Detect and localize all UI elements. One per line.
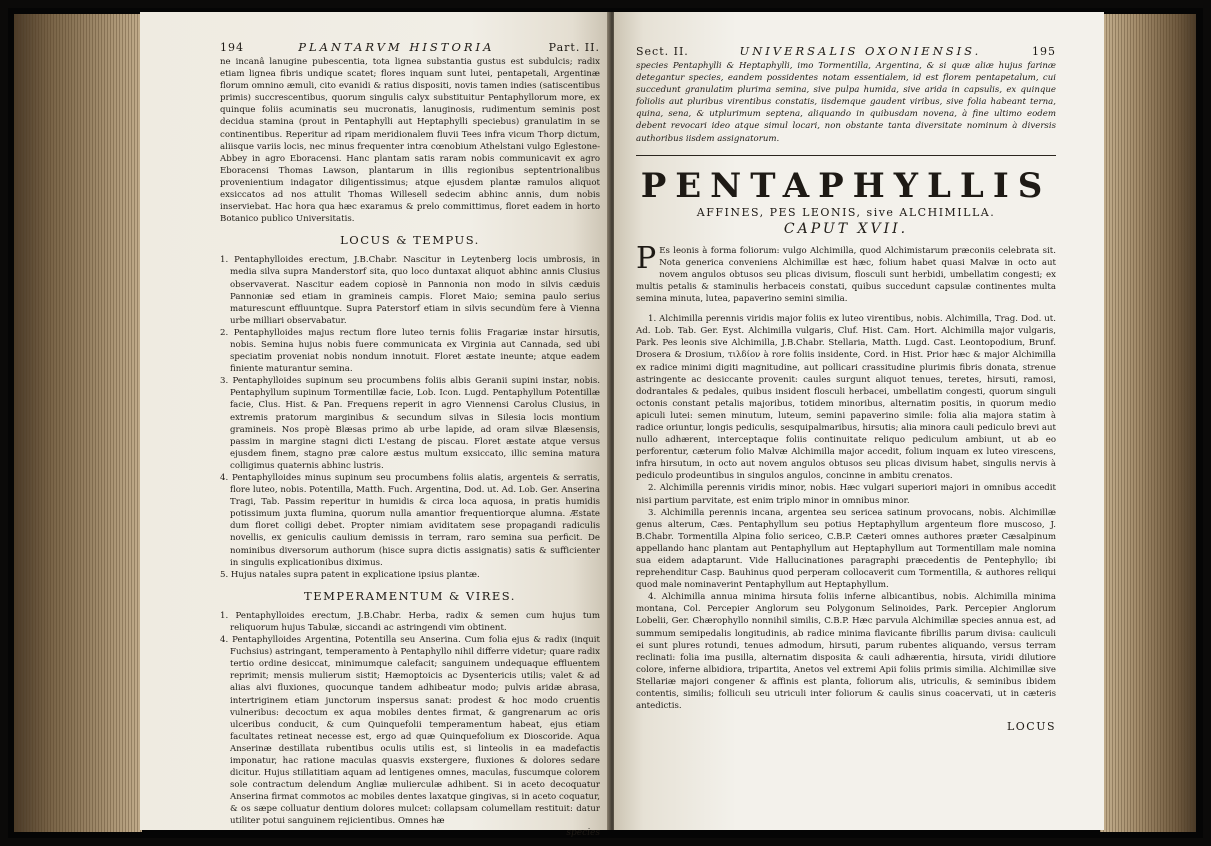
right-section-label: Sect. II. xyxy=(636,45,689,58)
right-page xyxy=(614,12,1104,830)
left-part-label: Part. II. xyxy=(548,41,600,54)
left-page-content xyxy=(220,40,600,838)
locus-entry: 4. Pentaphylloides minus supinum seu procumbens foliis alatis, argenteis & serratis, flore luteo, nobis. Potentilla, Matth. Fuch. Argentina, Dod. ut. Ad. Lob. Ger. Anserina Tragi, Tab. Passim reperitur in humidis & circa loca aquosa, in pratis humidis potissimum juxta flumina, quorum nulla amantior frequentiorque alumna. Æstate dum floret colligi debet. Propter nimiam aviditatem sese propagandi radiculis novellis, ex geniculis caulium demissis in terram, raro semina sua perficit. De nominibus diversorum authorum (hisce supra dictis assignatis) satis & sufficienter in singulis explicationibus diximus. xyxy=(220,473,600,568)
title-rule xyxy=(636,155,1056,156)
left-intro-paragraph: ne incanâ lanugine pubescentia, tota lignea substantia gustus est subdulcis; radix etiam lignea fibris undique scatet; flores inquam sunt lutei, pentapetali, Argentinæ florum omnino æmuli, cito evanidi & ratius dispositi, novis tamen indies (satiscentibus primis) succrescentibus, quorum singulis calyx substituitur Pentaphyllorum more, ex quinque foliis acuminatis seu mucronatis, lanuginosis, rudimentum seminis post decidua stamina (prout in Pentaphylli aut Heptaphylli speciebus) granulatim in se continentibus. Reperitur ad ripam meridionalem fluvii Tees infra vicum Thorp dictum, aliisque variis locis, nec minus frequenter intra cœnobium Athelstani vulgo Eglestone-Abbey in agro Eboracensi. Hanc plantam satis raram nobis communicavit ex agro Eboracensi Thomas Lawson, plantarum in illis regionibus septentrionalibus provenientium indagator diligentissimus; atque ejusdem plantæ ramulos aliquot exsiccatos ad nos attulit Thomas Willesell sedecim abhinc annis, dum nobis inserviebat. Hac hora qua hæc exaramus & prelo committimus, floret eadem in horto Botanico publico Universitatis. xyxy=(220,57,600,225)
left-page xyxy=(140,12,610,838)
temperamentum-heading: TEMPERAMENTUM & VIRES. xyxy=(304,588,516,603)
chapter-main-title: PENTAPHYLLIS xyxy=(640,165,1052,206)
right-running-head xyxy=(636,44,1056,58)
locus-entry: 1. Pentaphylloides erectum, J.B.Chabr. Nascitur in Leytenberg locis umbrosis, in media silva supra Manderstorf sita, quo loco duntaxat aliquot abhinc annis Clusius observaverat. Nascitur eadem copiosè in Pannonia non modo in silvis cæduis Pannoniæ sed etiam in gramineis campis. Floret Maio; semina paulo serius maturescunt effluuntque. Supra Paterstorf etiam in silvis secundùm fere à Vienna urbe milliari observabatur. xyxy=(220,255,600,326)
temperamentum-entry: 4. Pentaphylloides Argentina, Potentilla seu Anserina. Cum folia ejus & radix (inquit Fuchsius) astringant, temperamento à Pentaphyllo nihil differre videtur; quare radix tertio ordine desiccat, minimumque calefacit; sanguinem undequaque effluentem reprimit; mensis mulierum sistit; Hæmoptoicis ac Dysentericis utilis; valet & ad alias alvi fluxiones, quocunque tandem adhibeatur modo; pulvis aridæ abrasa, intertriginem etiam junctorum inspersus sanat: prodest & hoc modo cruentis vulneribus: decoctum ex aqua mobiles dentes firmat, & gangrenarum ac oris ulceribus conducit, & cum Quinquefolii temperamentum habeat, ejus etiam facultates retineat necesse est, ergo ad quæ Quinquefolium ex Dioscoride. Aqua Anserinæ destillata rubentibus oculis utilis est, si linteolis in ea madefactis imponatur, hac ratione maculas quasvis exstergere, fluxiones & dolores sedare dicitur. Hujus stillatitiam aquam ad lentigenes omnes, maculas, fuscumque colorem sole contractum delendum Angliæ mulierculæ adhibent. Si in aceto decoquatur Anserina firmat commotos ac mobiles dentes laxatque gingivas, si in aceto coquatur, & os sæpe colluatur dentium dolores mulcet: collapsam columellam restituit: datur utiliter potui sanguinem rejicientibus. Omnes hæ xyxy=(220,635,600,827)
chapter-number: CAPUT XVII. xyxy=(783,220,909,237)
drop-cap: P xyxy=(636,240,657,276)
chapter-subtitle: AFFINES, PES LEONIS, sive ALCHIMILLA. xyxy=(696,205,996,219)
left-catchword: species xyxy=(566,827,600,838)
right-intro-paragraph: species Pentaphylli & Heptaphylli, imo Tormentilla, Argentina, & si quæ aliæ hujus farinæ detegantur species, eandem possidentes notam essentialem, id est florem pentapetalum, cui succedunt granulatim plurima semina, sive pulpa humida, sive arida in capsulis, ex quinque foliolis aut pluribus virentibus constatis, iisdemque gaudent viribus, sive folia habeant terna, quina, sena, & utplurimum septena, aliquando in quibusdam novena, à fine ultimo eodem debent revocari ideo atque simul locari, non obstante tanta diversitate nominum à diversis authoribus iisdem assignatorum. xyxy=(636,61,1056,144)
left-page-number: 194 xyxy=(220,41,244,54)
temperamentum-entry: 1. Pentaphylloides erectum, J.B.Chabr. Herba, radix & semen cum hujus tum reliquorum hujus Tabulæ, siccandi ac astringendi vim obtinent. xyxy=(220,610,600,633)
right-running-title: UNIVERSALIS OXONIENSIS. xyxy=(739,44,982,58)
alchimilla-paragraph: 4. Alchimilla annua minima hirsuta foliis inferne albicantibus, nobis. Alchimilla minima montana, Col. Percepier Anglorum seu Polygonum Selinoides, Park. Percepier Anglorum Lobelii, Ger. Chærophyllo nonnihil similis, C.B.P. Hæc parvula Alchimillæ species annua est, ad summum semipedalis longitudinis, ab radice minima flavicante fibrillis parum divisa: cauliculi ei sunt plures rotundi, tenues admodum, hirsuti, parum rubentes aliquando, versus terram reclinati: folia ima pusilla, alternatim disposita & cauli adhærentia, hirsuta, viridi dilutiore colore, inferne albidiora, tripartita, Anetos vel extremi Apii foliis primis similia. Alchimillæ sive Stellariæ majori congener & affinis est planta, foliorum alis, utriculis, & seminibus ibidem contentis, similis; folliculi seu utriculi inter foliorum & caulis sinus coacervati, ut in cæteris antedictis. xyxy=(636,592,1056,712)
alchimilla-paragraph: 2. Alchimilla perennis viridis minor, nobis. Hæc vulgari superiori majori in omnibus accedit nisi partium parvitate, est enim triplo minor in omnibus minor. xyxy=(636,483,1056,506)
right-page-number: 195 xyxy=(1032,45,1056,58)
left-running-head xyxy=(220,40,600,54)
locus-entry: 2. Pentaphylloides majus rectum flore luteo ternis foliis Fragariæ instar hirsutis, nobis. Semina hujus nobis fuere communicata ex Virginia aut Cannada, sed ubi speciatim proveniat nobis nondum innotuit. Floret æstate ineunte; atque eadem finiente maturantur semina. xyxy=(220,327,600,375)
lead-paragraph-text: Es leonis à forma foliorum: vulgo Alchimilla, quod Alchimistarum præconiis celebrata sit. Nota generica conveniens Alchimillæ est hæc, folium habet quasi Malvæ in octo aut novem angulos obtusos seu plicas divisum, flosculi sunt herbidi, umbellatim congesti; ex multis petalis & staminulis herbaceis constati, quibus succedunt capsulæ continentes multa semina minuta, lutea, papaverino semini similia. xyxy=(636,245,1056,305)
locus-entry: 3. Pentaphylloides supinum seu procumbens foliis albis Geranii supini instar, nobis. Pentaphyllum supinum Tormentillæ facie, Lob. Icon. Lugd. Pentaphyllum Potentillæ facie, Clus. Hist. & Pan. Frequens reperit in agro Viennensi Carolus Clusius, in extremis pratorum marginibus & secundum silvas in Silesia locis montium gramineis. Nos propè Blæsas primo ab urbe lapide, ad oram silvæ Blæsensis, passim in margine stagni dicti L'estang de piscau. Floret æstate atque versus ejusdem finem, stagno præ calore æstus multum exsiccato, illic semina matura colligimus quaternis abhinc lustris. xyxy=(220,376,600,471)
locus-tempus-heading: LOCUS & TEMPUS. xyxy=(340,233,480,248)
right-page-edges xyxy=(1100,14,1196,832)
locus-entry: 5. Hujus natales supra patent in explicatione ipsius plantæ. xyxy=(220,569,480,580)
left-running-title: PLANTARVM HISTORIA xyxy=(298,40,495,54)
alchimilla-paragraph: 1. Alchimilla perennis viridis major foliis ex luteo virentibus, nobis. Alchimilla, Trag. Dod. ut. Ad. Lob. Tab. Ger. Eyst. Alchimilla vulgaris, Cluf. Hist. Cam. Hort. Alchimilla major vulgaris, Park. Pes leonis sive Alchimilla, J.B.Chabr. Stellaria, Matth. Lugd. Cast. Leontopodium, Brunf. Drosera & Drosium, τιλδίον à rore foliis insidente, Cord. in Hist. Prior hæc & major Alchimilla ex radice minimi digiti magnitudine, aut pollicari crassitudine plurimis fibris donata, strenue astringente ac desiccante provenit: caules surgunt aliquot tenues, teretes, hirsuti, ramosi, dodrantales & pedales, quibus insident flosculi herbacei, umbellatim congesti, quorum singuli octonis constant petalis majoribus, totidem minoribus, alternatim positis, in quorum medio apiculi lutei: semen minutum, luteum, semini papaverino simile: folia alia majora statim à radice oriuntur, longis pediculis, sesquipalmaribus, hirsutis; alia minora cauli pediculo brevi aut nullo adhærent, interceptaque foliis continuitate reliquo pediculum ambiunt, ut ab eo perforentur, cæterum folio Malvæ Alchimilla major accedit, folium inquam ex luteo virescens, infra hirsutum, in octo aut novem angulos obtusos seu plicas divisum habet, singulis nervis à pediculo prodeuntibus in singulos angulos, concinne in ambitu crenatos. xyxy=(636,314,1056,482)
lead-paragraph xyxy=(636,240,1056,305)
left-page-edges xyxy=(14,14,142,832)
right-catchword: LOCUS xyxy=(1006,720,1056,734)
right-page-content xyxy=(636,44,1056,733)
alchimilla-paragraph: 3. Alchimilla perennis incana, argentea seu sericea satinum provocans, nobis. Alchimillæ genus alterum, Cæs. Pentaphyllum seu potius Heptaphyllum argenteum flore muscoso, J. B.Chabr. Tormentilla Alpina folio sericeo, C.B.P. Cæteri omnes authores præter Cæsalpinum appellando hanc plantam aut Pentaphyllum aut Heptaphyllum aut Tormentillam male nomina sua eidem adaptarunt. Vide Hallucinationes paragraphi præcedentis de Pentephyllo; ibi reprehenditur Casp. Bauhinus quod perperam collocaverit cum Tormentilla, & authores reliqui quod male nominaverint Pentaphyllum aut Heptaphyllum. xyxy=(636,507,1056,591)
